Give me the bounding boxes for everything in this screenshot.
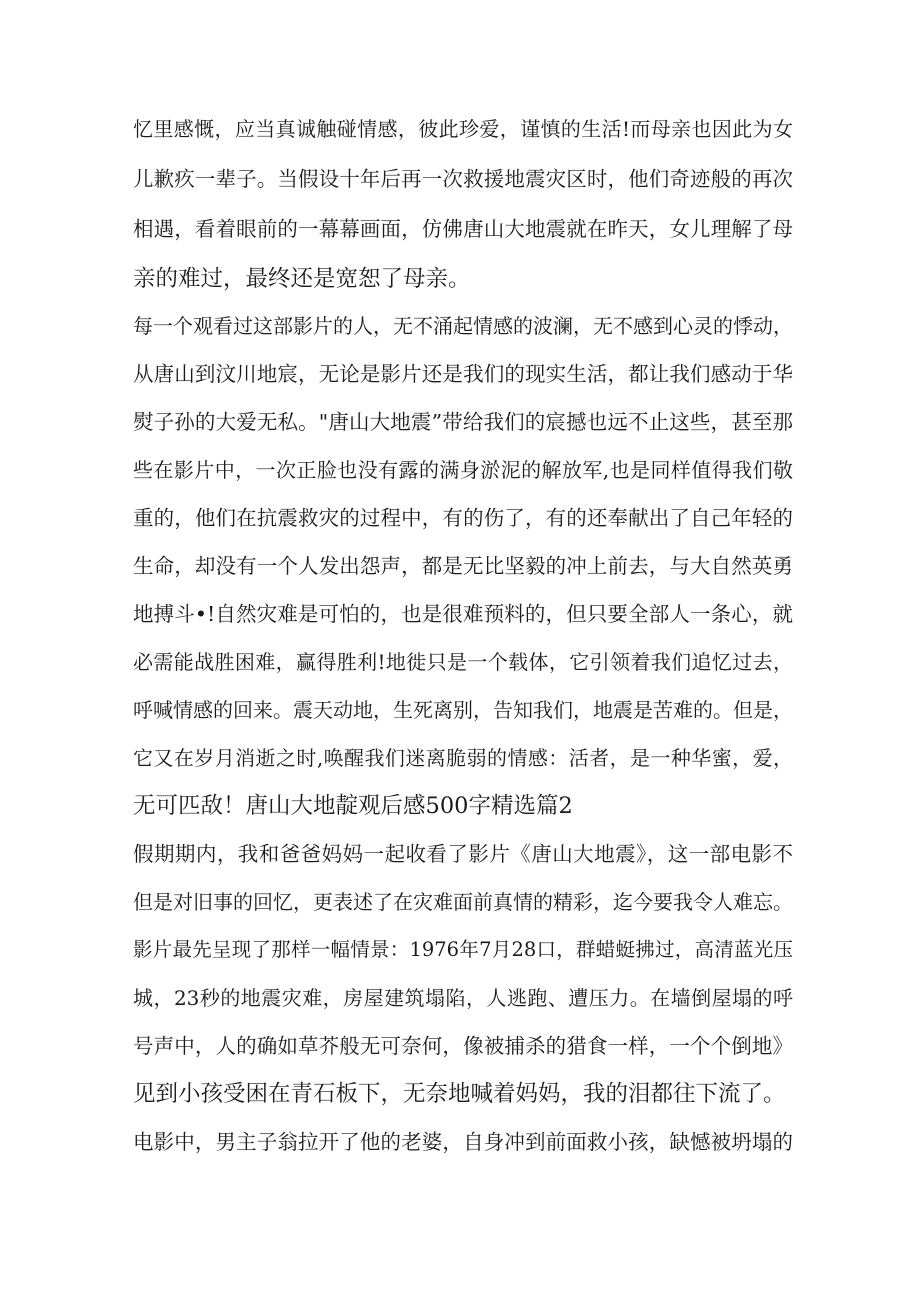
text-line: 从唐山到汶川地宸，无论是影片还是我们的现实生活，都让我们感动于华 xyxy=(133,362,793,386)
text-line: 重的，他们在抗震救灾的过程中，有的伤了，有的还奉献出了自己年轻的 xyxy=(133,506,793,530)
text-line: 城，23秒的地震灾难，房屋建筑塌陷，人逃跑、遭压力。在墙倒屋塌的呼 xyxy=(133,986,793,1010)
text-line: 它又在岁月消逝之时,唤醒我们迷离脆弱的情感：活者，是一种华蜜，爱， xyxy=(133,746,793,770)
text-line: 忆里感慨，应当真诚触碰情感，彼此珍爱，谨慎的生活!而母亲也因此为女 xyxy=(133,117,793,141)
text-line: 见到小孩受困在青石板下，无奈地喊着妈妈，我的泪都往下流了。 xyxy=(133,1081,786,1107)
text-line: 生命，却没有一个人发出怨声，都是无比坚毅的冲上前去，与大自然英勇 xyxy=(133,554,793,578)
text-line: 影片最先呈现了那样一幅情景：1976年7月28口，群蜡蜓拂过，高清蓝光压 xyxy=(133,938,793,961)
text-line: 号声中，人的确如草芥般无可奈何，像被捕杀的猎食一样，一个个倒地》 xyxy=(133,1034,793,1058)
text-line: 每一个观看过这部影片的人，无不涌起情感的波澜，无不感到心灵的悸动， xyxy=(133,314,793,338)
text-line: 电影中，男主子翁拉开了他的老婆，自身冲到前面救小孩，缺憾被坍塌的 xyxy=(133,1130,793,1154)
text-line: 亲的难过，最终还是宽恕了母亲。 xyxy=(133,266,471,292)
text-line: 熨子孙的大爱无私。"唐山大地震”带给我们的宸撼也远不止这些，甚至那 xyxy=(133,410,793,434)
text-line: 必需能战胜困难，赢得胜利!地徙只是一个载体，它引领着我们追忆过去， xyxy=(133,650,793,674)
text-line: 地搏斗•!自然灾难是可怕的，也是很难预料的，但只要全部人一条心，就 xyxy=(133,602,793,626)
text-line: 假期期内，我和爸爸妈妈一起收看了影片《唐山大地震》，这一部电影不 xyxy=(133,842,793,866)
text-line: 呼喊情感的回来。震天动地，生死离别，告知我们，地震是苦难的。但是， xyxy=(133,698,793,722)
section-heading: 无可匹敌！唐山大地靛观后感500字精选篇2 xyxy=(133,793,573,819)
text-line: 儿歉疚一辈子。当假设十年后再一次救援地震灾区时，他们奇迹般的再次 xyxy=(133,167,793,191)
text-line: 相遇，看着眼前的一幕幕画面，仿佛唐山大地震就在昨天，女儿理解了母 xyxy=(133,217,793,241)
text-line: 些在影片中，一次正脸也没有露的满身淤泥的解放军,也是同样值得我们敬 xyxy=(133,458,793,482)
text-line: 但是对旧事的回忆，更表述了在灾难面前真情的精彩，迄今要我令人难忘。 xyxy=(133,890,793,914)
